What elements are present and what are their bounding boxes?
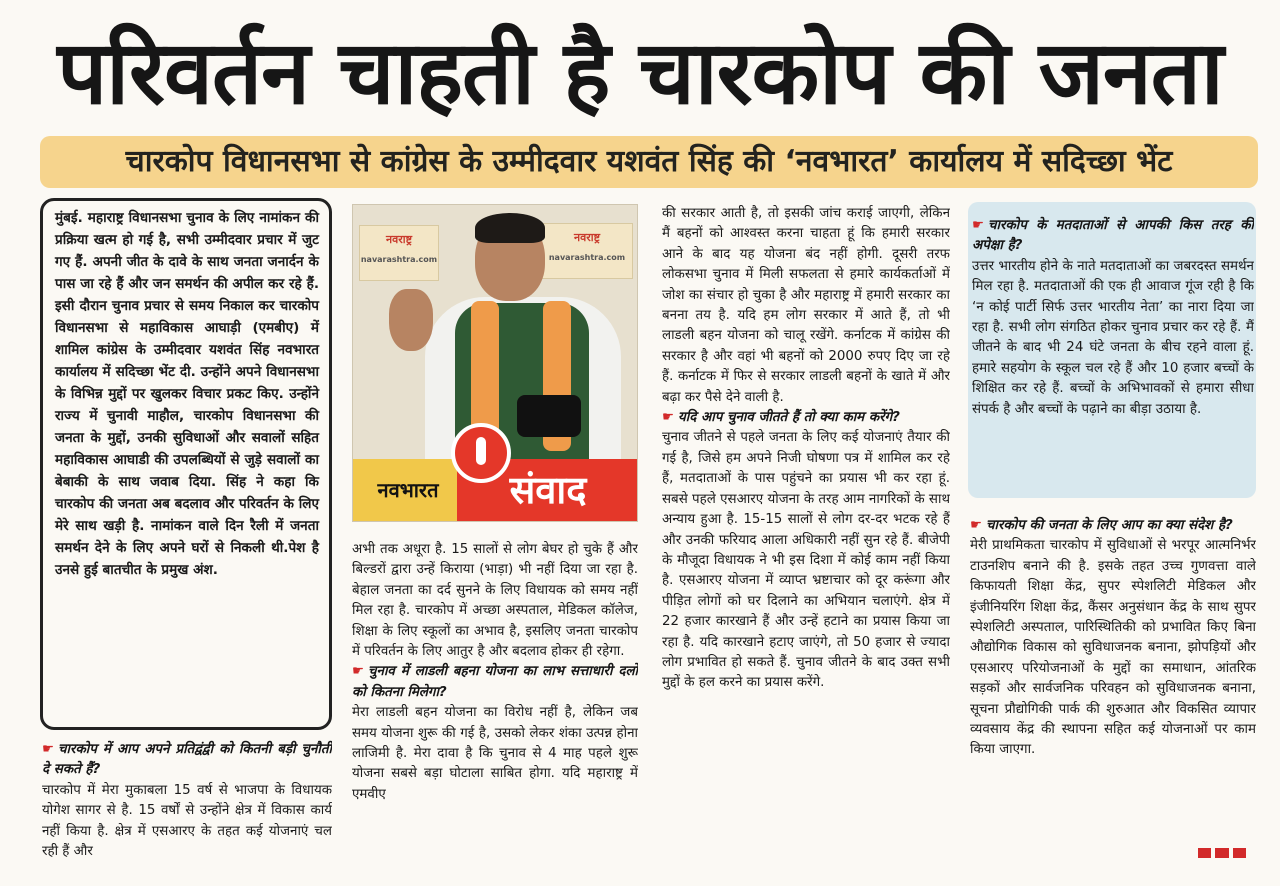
- logo-navbharat: नवभारत: [353, 459, 463, 521]
- question-5: [970, 516, 1256, 536]
- backdrop-panel-right: [541, 223, 633, 279]
- headline: परिवर्तन चाहती है चारकोप की जनता: [57, 21, 1223, 124]
- backdrop-url-right: navarashtra.com: [548, 253, 626, 262]
- subheadline: चारकोप विधानसभा से कांग्रेस के उम्मीदवार यशवंत सिंह की ‘नवभारत’ कार्यालय में सदिच्छा भेंट: [40, 136, 1258, 188]
- pointing-hand-icon: ☛: [662, 410, 675, 426]
- column-4-bottom: [970, 516, 1256, 854]
- answer-5: मेरी प्राथमिकता चारकोप में सुविधाओं से भरपूर आत्मनिर्भर टाउनशिप बनाने की है. इसके तहत उच्च गुणवत्ता वाले किफायती शिक्षा केंद्र, सुपर स्पेशलिटी मेडिकल और इंजीनियरिंग शिक्षा केंद्र, कैंसर अनुसंधान केंद्र के साथ सुपर स्पेशलिटी अस्पताल, पारिस्थितिकी को प्रभावित किए बिना औद्योगिक विकास को सुविधाजनक बनाना, झोपड़ियों और एसआरए परियोजनाओं के मुद्दों का समाधान, आंतरिक सड़कों और सार्वजनिक परिवहन को सुविधाजनक बनाना, सूचना प्रौद्योगिकी पार्क की शुरुआत और विकसित व्यापार व्यवसाय केंद्र की स्थापना सहित कई योजनाओं पर काम किया जाएगा.: [970, 538, 1256, 758]
- question-3: [662, 408, 950, 428]
- pointing-hand-icon: ☛: [352, 664, 365, 680]
- pointing-hand-icon: ☛: [972, 218, 985, 233]
- backdrop-logo-text-right: नवराष्ट्र: [574, 231, 600, 244]
- column-1: [42, 740, 332, 880]
- column-2: [352, 540, 638, 880]
- question-1-text: चारकोप में आप अपने प्रतिद्वंद्वी को कितनी बड़ी चुनौती दे सकते हैं?: [42, 742, 332, 778]
- question-4-text: चारकोप के मतदाताओं से आपकी किस तरह की अपेक्षा है?: [972, 218, 1254, 254]
- answer-4: उत्तर भारतीय होने के नाते मतदाताओं का जबरदस्त समर्थन मिल रहा है. मतदाताओं की एक ही आवाज गूंज रही है कि ‘न कोई पार्टी सिर्फ उत्तर भारतीय नेता’ का नारा दिया जा रहा है. सभी लोग संगठित होकर चुनाव प्रचार कर रहे हैं. मैं जीतने के बाद भी 24 घंटे जनता के बीच रहने वाला हूं. हमारे सहयोग के स्कूल चल रहे हैं और 10 हजार बच्चों के शिक्षित कर रहे हैं. बच्चों के अभिभावकों से हमारा सीधा संपर्क है और बच्चों के पढ़ाने का बीड़ा उठाया है.: [972, 258, 1254, 417]
- question-4: [972, 216, 1254, 257]
- column-3-paragraph: की सरकार आती है, तो इसकी जांच कराई जाएगी, लेकिन मैं बहनों को आश्वस्त करना चाहता हूं कि हमारी सरकार आने के बाद यह योजना बंद नहीं होगी. दूसरी तरफ लोकसभा चुनाव में मिली सफलता से हमारे कार्यकर्ताओं में जोश का संचार हो चुका है और महाराष्ट्र में हमारी सरकार का बनना तय है. यदि हम लोग सरकार में आते हैं, तो भी लाडली बहन योजना को चालू रखेंगे. कर्नाटक में कांग्रेस की सरकार है और वहां भी बहनों को 2000 रुपए दिए जा रहे हैं. कर्नाटक में फिर से सरकार लाडली बहनों के खाते में और बढ़ा कर पैसे देने वाली है.: [662, 206, 950, 405]
- pointing-hand-icon: ☛: [970, 518, 983, 533]
- person-raised-hand: [389, 289, 433, 351]
- navbharat-samvad-logo: [353, 459, 638, 521]
- column-4-top: [972, 216, 1254, 496]
- column-2-paragraph: अभी तक अधूरा है. 15 सालों से लोग बेघर हो चुके हैं और बिल्डरों द्वारा उन्हें किराया (भाड़ा) भी नहीं दिया जा रहा है. बेहाल जनता का दर्द सुनने के लिए विधायक को समय नहीं मिल रहा है. चारकोप में अच्छा अस्पताल, मेडिकल कॉलेज, शिक्षा के लिए स्कूलों का अभाव है, इसलिए जनता चारकोप में परिवर्तन के लिए आतुर है और बदलाव होकर ही रहेगा.: [352, 542, 638, 660]
- ornament-square: [1215, 848, 1228, 858]
- intro-text: मुंबई. महाराष्ट्र विधानसभा चुनाव के लिए नामांकन की प्रक्रिया खत्म हो गई है, सभी उम्मीदवार प्रचार में जुट गए हैं. अपनी जीत के दावे के साथ जनता जनार्दन के पास जा रहे हैं और जन समर्थन की अपील कर रहे हैं. इसी दौरान चुनाव प्रचार से समय निकाल कर चारकोप विधानसभा से महाविकास आघाड़ी (एमबीए) में शामिल कांग्रेस के उम्मीदवार यशवंत सिंह नवभारत कार्यालय में सदिच्छा भेंट दी. उन्होंने अपने विधानसभा के विभिन्न मुद्दों पर खुलकर विचार प्रकट किए. उन्होंने राज्य में चुनावी माहौल, चारकोप विधानसभा की जनता के मुद्दों, उनकी सुविधाओं और सवालों सहित महाविकास आघाडी की उपलब्धियों से जुड़े सवालों का बेबाकी के साथ जवाब दिया. सिंह ने कहा कि चारकोप की जनता अब बदलाव और परिवर्तन के लिए मेरे साथ खड़ी है. नामांकन वाले दिन रैली में जनता समर्थन देने के लिए अपने घरों से निकली थी.पेश है उनसे हुई बातचीत के प्रमुख अंश.: [55, 210, 319, 578]
- answer-2: मेरा लाडली बहन योजना का विरोध नहीं है, लेकिन जब समय योजना शुरू की गई है, उसको लेकर शंका उत्पन्न होना लाजिमी है. मेरा दावा है कि चुनाव से 4 माह पहले शुरू योजना सबसे बड़ा घोटाला साबित होगा. यदि महाराष्ट्र में एमवीए: [352, 705, 638, 802]
- answer-1: चारकोप में मेरा मुकाबला 15 वर्ष से भाजपा के विधायक योगेश सागर से है. 15 वर्षों से उन्होंने क्षेत्र में विकास कार्य नहीं किया है. क्षेत्र में एसआरए के तहत कई योजनाएं चल रही हैं और: [42, 782, 332, 860]
- pointing-hand-icon: ☛: [42, 742, 55, 757]
- microphone-icon: [451, 423, 511, 483]
- backdrop-logo-text: नवराष्ट्र: [386, 233, 412, 246]
- intro-box: [40, 198, 332, 730]
- backdrop-panel: [359, 225, 439, 281]
- column-3: [662, 204, 950, 880]
- question-2: [352, 662, 638, 703]
- backdrop-url: navarashtra.com: [360, 255, 438, 264]
- end-ornament: [1198, 848, 1246, 858]
- microphones: [517, 395, 581, 437]
- person-hair: [475, 213, 545, 243]
- question-1: [42, 740, 332, 781]
- question-3-text: यदि आप चुनाव जीतते हैं तो क्या काम करेंगे?: [678, 410, 900, 426]
- logo-samvad: संवाद: [457, 459, 638, 521]
- ornament-square: [1198, 848, 1211, 858]
- ornament-square: [1233, 848, 1246, 858]
- question-5-text: चारकोप की जनता के लिए आप का क्या संदेश है?: [986, 518, 1233, 533]
- candidate-photo: [352, 204, 638, 522]
- answer-3: चुनाव जीतने से पहले जनता के लिए कई योजनाएं तैयार की गई है, जिसे हम अपने निजी घोषणा पत्र में शामिल कर रहे हैं, मतदाताओं के पास पहुंचने का प्रयास भी कर रहा हूं. सबसे पहले एसआरए योजना के तरह आम नागरिकों के साथ अन्याय हुआ है. 15-15 सालों से लोग दर-दर भटक रहे हैं और उनकी फरियाद आला अधिकारी नहीं सुन रहे हैं. बीजेपी के मौजूदा विधायक ने भी इस दिशा में कोई काम नहीं किया है. एसआरए योजना में व्याप्त भ्रष्टाचार को दूर करूंगा और पीड़ित लोगों को घर दिलाने का अभियान चलाएंगे. क्षेत्र में 22 हजार कारखाने हैं और उन्हें हटाने का प्रयास किया जा रहा है. यदि कारखाने हटाए जाएंगे, तो 50 हजार से ज्यादा लोग प्रभावित हो सकते हैं. चुनाव जीतने के बाद उक्त सभी मुद्दों के हल करने का प्रयास करेंगे.: [662, 430, 950, 691]
- question-2-text: चुनाव में लाडली बहना योजना का लाभ सत्ताधारी दलों को कितना मिलेगा?: [352, 664, 638, 700]
